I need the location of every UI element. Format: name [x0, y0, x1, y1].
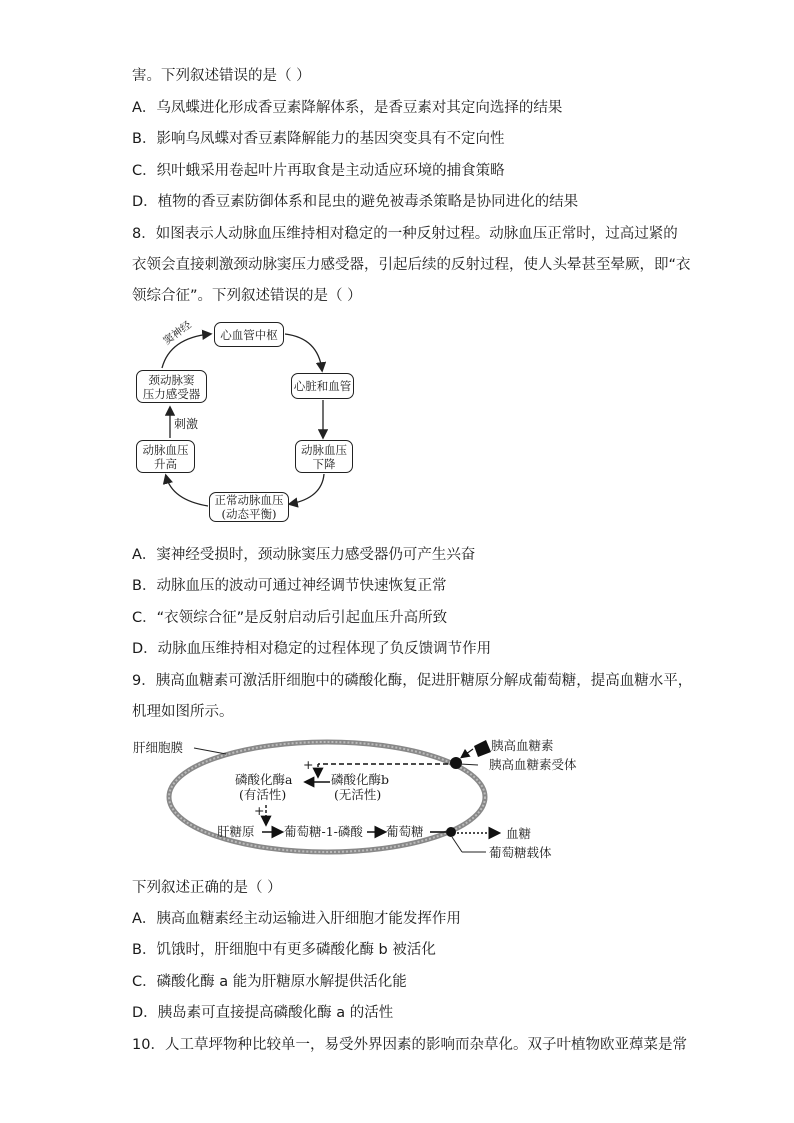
enzyme-a-label-1: 磷酸化酶a: [235, 772, 293, 787]
arrow-sensor-to-center: [162, 334, 210, 368]
blood-sugar-label: 血糖: [506, 826, 532, 841]
q9-option-c[interactable]: C．磷酸化酶 a 能为肝糖原水解提供活化能: [132, 974, 407, 990]
glycogen-label: 肝糖原: [217, 824, 255, 839]
membrane-pointer: [194, 748, 226, 754]
box-normal-pressure: [209, 492, 289, 522]
q8-option-c[interactable]: C．“衣领综合征”是反射启动后引起血压升高所致: [132, 610, 448, 626]
rise-label-2: 升高: [154, 456, 177, 471]
q7-option-c[interactable]: C．织叶蛾采用卷起叶片再取食是主动适应环境的捕食策略: [132, 163, 505, 179]
glucose-label: 葡萄糖: [386, 824, 424, 839]
q9-option-a[interactable]: A．胰高血糖素经主动运输进入肝细胞才能发挥作用: [132, 911, 461, 927]
q9-stem-line-1: 9．胰高血糖素可激活肝细胞中的磷酸化酶，促进肝糖原分解成葡萄糖，提高血糖水平，: [132, 673, 693, 689]
q8-option-d[interactable]: D．动脉血压维持相对稳定的过程体现了负反馈调节作用: [132, 641, 492, 657]
heart-label: 心脏和血管: [293, 379, 352, 393]
q7-option-a[interactable]: A．乌凤蝶进化形成香豆素降解体系，是香豆素对其定向选择的结果: [132, 100, 563, 116]
g1p-label: 葡萄糖-1-磷酸: [284, 824, 363, 839]
sensor-label-2: 压力感受器: [142, 386, 201, 401]
q8-stem-line-2: 衣领会直接刺激颈动脉窦压力感受器，引起后续的反射过程，使人头晕甚至晕厥，即“衣: [132, 257, 691, 273]
glucagon-icon: [474, 740, 491, 757]
enzyme-a-label-2: (有活性): [239, 787, 287, 802]
q9-option-b[interactable]: B．饥饿时，肝细胞中有更多磷酸化酶 b 被活化: [132, 942, 436, 958]
q8-option-b[interactable]: B．动脉血压的波动可通过神经调节快速恢复正常: [132, 578, 447, 594]
normal-label-2: (动态平衡): [221, 507, 277, 521]
plus-sign-1: +: [303, 757, 314, 772]
q9-question-lead: 下列叙述正确的是（ ）: [132, 880, 282, 896]
box-pressure-rise: [136, 440, 195, 473]
glucose-carrier-icon: [446, 827, 456, 837]
drop-label-1: 动脉血压: [301, 442, 347, 457]
box-heart-vessels: [291, 373, 354, 399]
cell-membrane: [169, 742, 485, 852]
sensor-label-1: 颈动脉窦: [148, 372, 195, 387]
q9-option-d[interactable]: D．胰岛素可直接提高磷酸化酶 a 的活性: [132, 1005, 394, 1021]
plus-sign-2: +: [254, 803, 265, 818]
q8-option-a[interactable]: A．窦神经受损时，颈动脉窦压力感受器仍可产生兴奋: [132, 547, 476, 563]
receptor-label: 胰高血糖素受体: [489, 757, 577, 772]
box-pressure-drop: [295, 440, 353, 473]
q8-stem-line-1: 8．如图表示人动脉血压维持相对稳定的一种反射过程。动脉血压正常时，过高过紧的: [132, 226, 678, 242]
receptor-icon: [450, 757, 462, 769]
q9-stem-line-2: 机理如图所示。: [132, 704, 234, 720]
stimulus-label: 刺激: [174, 417, 199, 431]
box-baroreceptor: [136, 370, 207, 403]
q7-option-b[interactable]: B．影响乌凤蝶对香豆素降解能力的基因突变具有不定向性: [132, 131, 505, 147]
normal-label-1: 正常动脉血压: [214, 493, 284, 507]
arrow-normal-to-rise: [166, 476, 208, 506]
rise-label-1: 动脉血压: [142, 442, 189, 457]
q8-stem-line-3: 领综合征”。下列叙述错误的是（ ）: [132, 288, 362, 304]
arrow-center-to-heart: [285, 334, 322, 370]
q7-stem-tail: 害。下列叙述错误的是（ ）: [132, 68, 311, 84]
sinus-nerve-label: 窦神经: [161, 319, 194, 348]
glucagon-label: 胰高血糖素: [491, 738, 554, 753]
box-cardiovascular-center: [214, 322, 284, 347]
membrane-label: 肝细胞膜: [133, 740, 184, 755]
q10-stem-line-1: 10．人工草坪物种比较单一，易受外界因素的影响而杂草化。双子叶植物欧亚蔊菜是常: [132, 1037, 687, 1053]
q7-option-d[interactable]: D．植物的香豆素防御体系和昆虫的避免被毒杀策略是协同进化的结果: [132, 194, 579, 210]
drop-label-2: 下降: [312, 456, 336, 471]
enzyme-b-label-1: 磷酸化酶b: [331, 772, 390, 787]
center-label: 心血管中枢: [220, 327, 278, 342]
glucose-carrier-label: 葡萄糖载体: [489, 845, 552, 860]
arrow-drop-to-normal: [290, 474, 324, 504]
enzyme-b-label-2: (无活性): [334, 787, 382, 802]
